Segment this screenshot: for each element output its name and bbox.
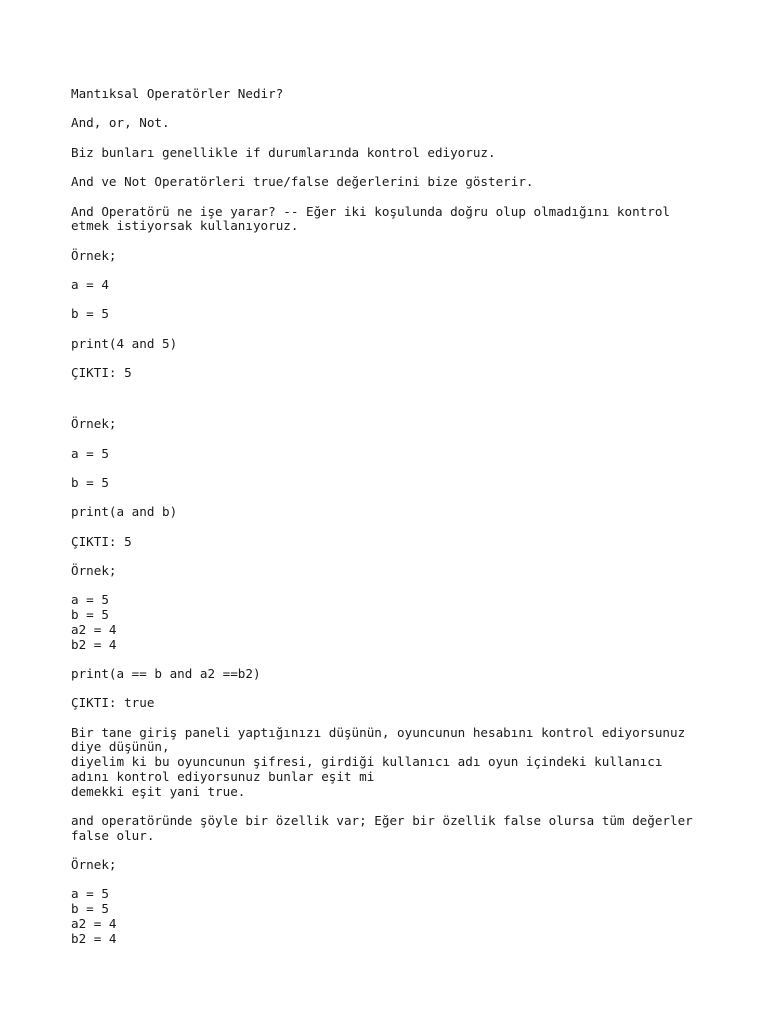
text-line: demekki eşit yani true. xyxy=(71,783,246,799)
text-line: And Operatörü ne işe yarar? -- Eğer iki koşulunda doğru olup olmadığını kontrol xyxy=(71,203,670,219)
code-line: a = 5 xyxy=(71,445,109,461)
output-line: ÇIKTI: 5 xyxy=(71,533,132,549)
code-line: b = 5 xyxy=(71,306,109,322)
example-label: Örnek; xyxy=(71,416,117,432)
output-line: ÇIKTI: 5 xyxy=(71,365,132,381)
code-line: b = 5 xyxy=(71,901,109,917)
code-line: a = 5 xyxy=(71,886,109,902)
code-line: print(a == b and a2 ==b2) xyxy=(71,665,261,681)
code-line: b = 5 xyxy=(71,474,109,490)
code-line: b2 = 4 xyxy=(71,636,117,652)
code-line: b = 5 xyxy=(71,607,109,623)
code-line: b2 = 4 xyxy=(71,930,117,946)
text-line: And ve Not Operatörleri true/false değerlerini bize gösterir. xyxy=(71,174,534,190)
text-line: diyelim ki bu oyuncunun şifresi, girdiği kullanıcı adı oyun içindeki kullanıcı xyxy=(71,754,663,770)
text-line: false olur. xyxy=(71,827,155,843)
document-body xyxy=(71,87,711,946)
code-line: a = 4 xyxy=(71,277,109,293)
code-line: a2 = 4 xyxy=(71,621,117,637)
text-line: adını kontrol ediyorsunuz bunlar eşit mi xyxy=(71,768,375,784)
text-line: and operatöründe şöyle bir özellik var; Eğer bir özellik false olursa tüm değerler xyxy=(71,812,693,828)
text-line: And, or, Not. xyxy=(71,115,170,131)
text-line: diye düşünün, xyxy=(71,739,170,755)
example-label: Örnek; xyxy=(71,563,117,579)
output-line: ÇIKTI: true xyxy=(71,695,155,711)
text-line: Bir tane giriş paneli yaptığınızı düşünün, oyuncunun hesabını kontrol ediyorsunuz xyxy=(71,724,686,740)
text-line: etmek istiyorsak kullanıyoruz. xyxy=(71,218,299,234)
code-line: print(a and b) xyxy=(71,504,178,520)
code-line: print(4 and 5) xyxy=(71,335,178,351)
code-line: a2 = 4 xyxy=(71,915,117,931)
example-label: Örnek; xyxy=(71,857,117,873)
example-label: Örnek; xyxy=(71,247,117,263)
code-line: a = 5 xyxy=(71,592,109,608)
text-line: Biz bunları genellikle if durumlarında kontrol ediyoruz. xyxy=(71,144,496,160)
heading-line: Mantıksal Operatörler Nedir? xyxy=(71,86,284,101)
